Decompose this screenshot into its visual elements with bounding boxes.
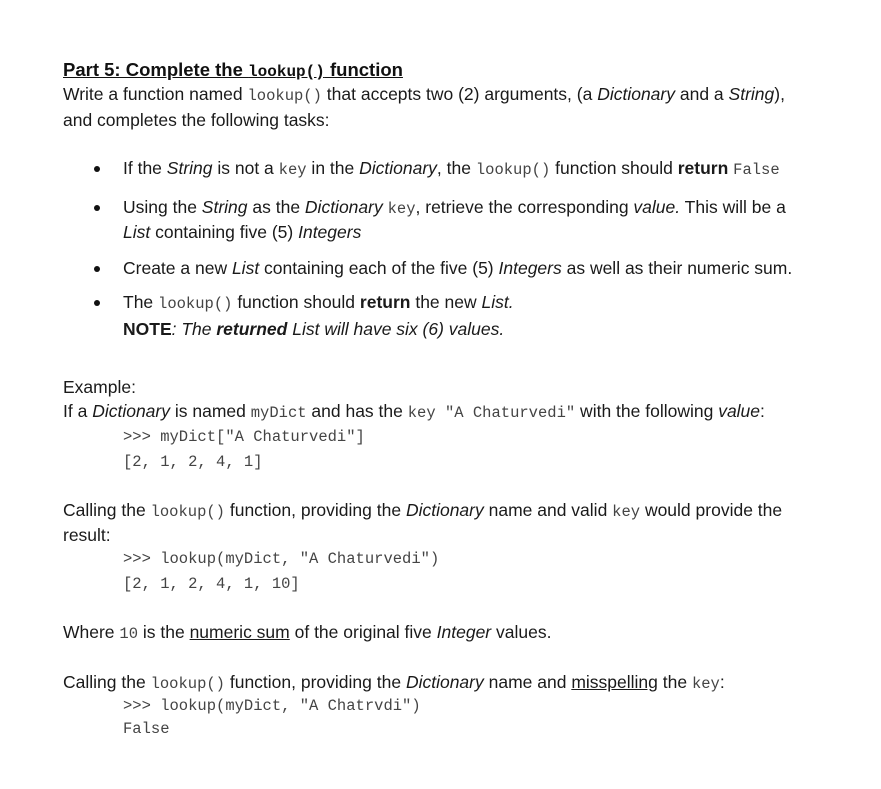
bullet-dot	[94, 205, 100, 211]
bullet-2-line-2: List containing five (5) Integers	[123, 222, 362, 242]
intro-line-1: Write a function named lookup() that accepts two (2) arguments, (a Dictionary and a String),	[63, 84, 785, 105]
bullet-4-line-1: The lookup() function should return the new List.	[123, 292, 514, 313]
call2-code-line-1: >>> lookup(myDict, "A Chatrvdi")	[123, 697, 421, 715]
bullet-dot	[94, 166, 100, 172]
title-text: Part 5: Complete the	[63, 59, 249, 80]
example-heading: Example:	[63, 377, 136, 397]
bullet-3: Create a new List containing each of the five (5) Integers as well as their numeric sum.	[123, 258, 793, 278]
call1-code-line-2: [2, 1, 2, 4, 1, 10]	[123, 575, 300, 593]
example-line: If a Dictionary is named myDict and has the key "A Chaturvedi" with the following value:	[63, 401, 765, 422]
call2-code-line-2: False	[123, 720, 170, 738]
bullet-dot	[94, 266, 100, 272]
bullet-2-line-1: Using the String as the Dictionary key, retrieve the corresponding value. This will be a	[123, 197, 786, 218]
example-code-line-2: [2, 1, 2, 4, 1]	[123, 453, 263, 471]
intro-line-2: and completes the following tasks:	[63, 110, 330, 130]
title-text-end: function	[324, 59, 403, 80]
bullet-4-note: NOTE: The returned List will have six (6) values.	[123, 319, 505, 339]
call1-line-1: Calling the lookup() function, providing the Dictionary name and valid key would provide the	[63, 500, 783, 521]
call1-code-line-1: >>> lookup(myDict, "A Chaturvedi")	[123, 550, 440, 568]
where-line: Where 10 is the numeric sum of the original five Integer values.	[63, 622, 552, 643]
example-code-line-1: >>> myDict["A Chaturvedi"]	[123, 428, 365, 446]
bullet-1: If the String is not a key in the Dictionary, the lookup() function should return False	[123, 158, 780, 179]
bullet-dot	[94, 300, 100, 306]
call1-line-2: result:	[63, 525, 111, 545]
page-title	[63, 59, 403, 81]
call2-line: Calling the lookup() function, providing the Dictionary name and misspelling the key:	[63, 672, 725, 693]
title-code: lookup()	[248, 63, 325, 81]
